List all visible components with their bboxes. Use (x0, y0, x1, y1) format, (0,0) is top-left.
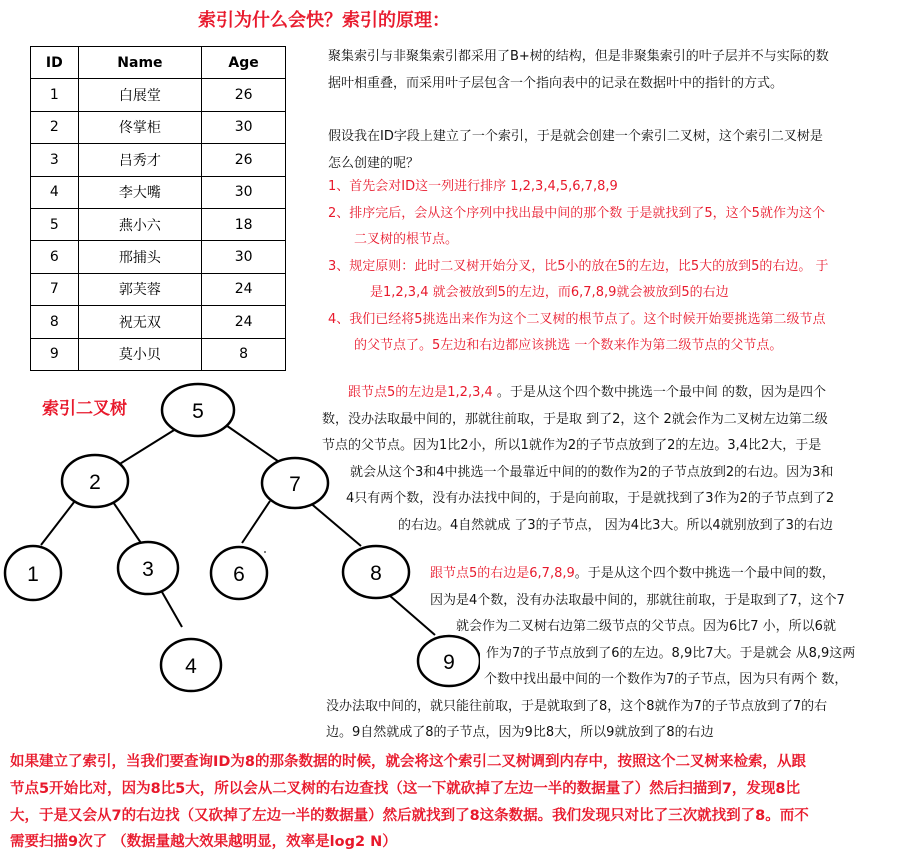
cell-name: 白展堂 (78, 79, 202, 111)
steps-list (328, 174, 920, 360)
cell-name: 李大嘴 (78, 176, 202, 208)
cell-name: 邢捕头 (78, 241, 202, 273)
data-table (30, 46, 286, 371)
table-header-row (31, 47, 286, 79)
edge-2-1 (41, 497, 78, 545)
conclusion-line: 如果建立了索引，当我们要查询ID为8的那条数据的时候，就会将这个索引二叉树调到内存中，按照这个二叉树来检索，从跟 (10, 754, 807, 770)
cell-age: 8 (202, 338, 286, 370)
cell-id: 3 (31, 144, 79, 176)
step-2-cont: 二叉树的根节点。 (354, 232, 459, 247)
cell-age: 24 (202, 306, 286, 338)
cell-age: 26 (202, 79, 286, 111)
tree-node-label-2: 2 (89, 471, 101, 494)
edge-7-6 (242, 501, 270, 543)
table-row (31, 111, 286, 143)
left-subtree-line: 的右边。4自然就成 了3的子节点， 因为4比3大。所以4就别放到了3的右边 (398, 517, 833, 533)
conclusion-line: 节点5开始比对，因为8比5大，所以会从二叉树的右边查找（这一下就砍掉了左边一半的数据量了）然后扫描到7，发现8比 (10, 780, 800, 797)
edge-7-8 (308, 501, 361, 546)
cell-age: 30 (202, 111, 286, 143)
binary-tree-diagram (0, 380, 480, 700)
intro-line: 聚集索引与非聚集索引都采用了B+树的结构，但是非聚集索引的叶子层并不与实际的数 (328, 49, 829, 64)
right-subtree-line: 没办法取中间的，就只能往前取，于是就取到了8，这个8就作为7的子节点放到了7的右 (326, 698, 828, 714)
cell-id: 7 (31, 273, 79, 305)
cell-name: 燕小六 (78, 208, 202, 240)
right-subtree-line: 个数中找出最中间的一个数作为7的子节点，因为只有两个 数， (484, 672, 848, 687)
cell-name: 郭芙蓉 (78, 273, 202, 305)
tree-title: 索引二叉树 (42, 399, 127, 419)
conclusion-line: 大，于是又会从7的右边找（又砍掉了左边一半的数据量）然后就找到了8这条数据。我们发现只对比了三次就找到了8。而不 (10, 807, 809, 824)
column-header-id: ID (31, 47, 79, 79)
step-1: 1、首先会对ID这一列进行排序 1,2,3,4,5,6,7,8,9 (328, 179, 618, 194)
tree-node-label-9: 9 (443, 651, 455, 674)
question-line: 假设我在ID字段上建立了一个索引，于是就会创建一个索引二叉树，这个索引二叉树是 (328, 129, 823, 144)
cell-name: 佟掌柜 (78, 111, 202, 143)
cell-id: 1 (31, 79, 79, 111)
tree-node-label-1: 1 (27, 563, 39, 586)
conclusion-paragraph (10, 749, 910, 856)
edge-5-7 (220, 421, 285, 466)
table-row (31, 176, 286, 208)
cell-age: 30 (202, 176, 286, 208)
left-subtree-line: 就会从这个3和4中挑选一个最靠近中间的的数作为2的子节点放到2的右边。因为3和 (350, 464, 834, 480)
tree-node-label-3: 3 (142, 558, 154, 581)
edge-8-9 (389, 595, 435, 635)
table-row (31, 306, 286, 338)
cell-age: 26 (202, 144, 286, 176)
cell-age: 18 (202, 208, 286, 240)
cell-id: 9 (31, 338, 79, 370)
page-title: 索引为什么会快？索引的原理： (198, 10, 450, 31)
intro-line: 据叶相重叠，而采用叶子层包含一个指向表中的记录在数据叶中的指针的方式。 (328, 75, 784, 91)
cell-id: 2 (31, 111, 79, 143)
question-paragraph (328, 124, 920, 177)
table-row (31, 208, 286, 240)
left-subtree-line: 4只有两个数，没有办法找中间的，于是向前取，于是就找到了3作为2的子节点到了2 (346, 491, 835, 506)
conclusion-line: 需要扫描9次了 （数据量越大效果越明显，效率是log2 N） (10, 834, 397, 851)
cell-id: 8 (31, 306, 79, 338)
right-subtree-heading: 跟节点5的右边是6,7,8,9 (430, 566, 575, 581)
cell-name: 莫小贝 (78, 338, 202, 370)
tree-node-label-8: 8 (370, 562, 382, 585)
intro-paragraph (328, 44, 920, 97)
cell-age: 24 (202, 273, 286, 305)
cell-id: 5 (31, 208, 79, 240)
right-subtree-line: 因为是4个数，没有办法取最中间的，那就往前取，于是取到了7，这个7 (430, 592, 845, 608)
step-3-cont: 是1,2,3,4 就会被放到5的左边，而6,7,8,9就会被放到5的右边 (370, 285, 729, 300)
step-2: 2、排序完后，会从这个序列中找出最中间的那个数 于是就找到了5，这个5就作为这个 (328, 205, 825, 221)
tree-node-label-5: 5 (192, 400, 204, 423)
step-4-cont: 的父节点了。5左边和右边都应该挑选 一个数来作为第二级节点的父节点。 (354, 338, 783, 353)
cell-name: 祝无双 (78, 306, 202, 338)
question-line: 怎么创建的呢？ (328, 155, 420, 171)
table-row (31, 79, 286, 111)
column-header-age: Age (202, 47, 286, 79)
tree-node-label-4: 4 (185, 655, 197, 678)
step-4: 4、我们已经将5挑选出来作为这个二叉树的根节点了。这个时候开始要挑选第二级节点 (328, 311, 826, 327)
edge-2-3 (111, 499, 141, 543)
right-subtree-line: 作为7的子节点放到了6的左边。8,9比7大。于是就会 从8,9这两 (486, 645, 856, 661)
cell-id: 6 (31, 241, 79, 273)
column-header-name: Name (78, 47, 202, 79)
cell-name: 吕秀才 (78, 144, 202, 176)
table-row (31, 273, 286, 305)
right-subtree-line: 。于是从这个四个数中挑选一个最中间的数， (574, 566, 835, 581)
left-subtree-line: 节点的父节点。因为1比2小，所以1就作为2的子节点放到了2的左边。3,4比2大，于是 (322, 438, 822, 453)
tree-node-label-6: 6 (233, 563, 245, 586)
table-row (31, 241, 286, 273)
cell-age: 30 (202, 241, 286, 273)
left-subtree-line: 数，没办法取最中间的，那就往前取，于是取 到了2，这个 2就会作为二叉树左边第二级 (322, 411, 828, 427)
right-subtree-line: 就会作为二叉树右边第二级节点的父节点。因为6比7 小，所以6就 (456, 619, 836, 634)
right-subtree-line: 边。9自然就成了8的子节点，因为9比8大，所以9就放到了8的右边 (326, 725, 714, 740)
tree-node-label-7: 7 (289, 473, 301, 496)
left-subtree-heading: 跟节点5的左边是1,2,3,4 (348, 385, 497, 400)
table-row (31, 338, 286, 370)
left-subtree-line: 。于是从这个四个数中挑选一个最中间 的数，因为是四个 (496, 385, 827, 400)
step-3: 3、规定原则：此时二叉树开始分叉，比5小的放在5的左边，比5大的放到5的右边。 于 (328, 258, 829, 274)
cell-id: 4 (31, 176, 79, 208)
table-row (31, 144, 286, 176)
